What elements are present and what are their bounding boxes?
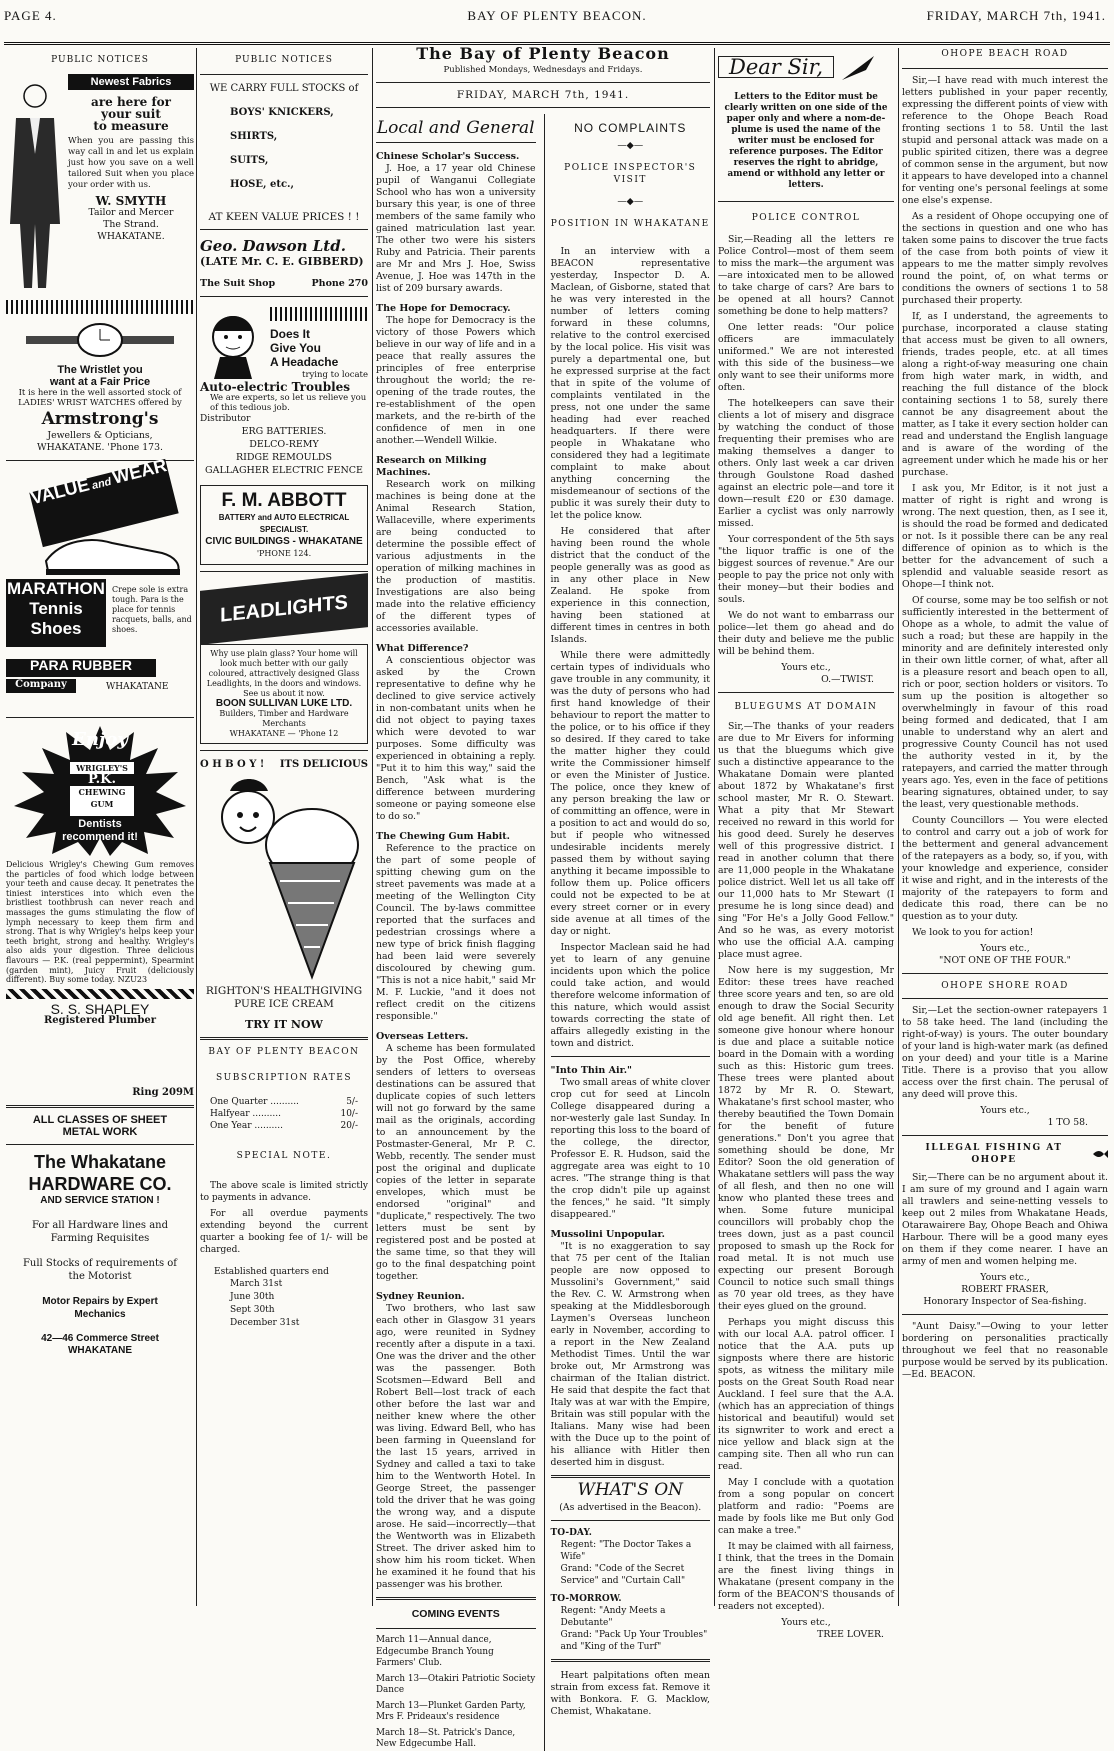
letter-signature: O.—TWIST. (821, 674, 874, 685)
marathon-town: WHAKATANE (106, 682, 169, 692)
news-heading: Research on Milking Machines. (376, 455, 487, 478)
auto-head: A Headache (270, 355, 339, 369)
news-body: A scheme has been formulated by the Post Office, whereby senders of letters to overseas destinations can be assured that duplicate copies of such letters will not go forward by the same mail as the originals, according to an announcement by the Postmaster-General, Mr P. C. Webb, recently. The sender must post the original and duplicate copies of the letter in separate envelopes, which must be endorsed "original" and "duplicate," respectively. The two letters must be sent by registered post and be posted at the same time, so that they will go to the final despatching point together. (376, 1043, 536, 1282)
auto-item: ERG BATTERIES. (241, 426, 327, 437)
divider (902, 1135, 1108, 1136)
quarter-end: Sept 30th (230, 1305, 275, 1315)
editorial-date: FRIDAY, MARCH 7th, 1941. (456, 89, 630, 101)
smyth-role: Tailor and Mercer (88, 207, 174, 218)
letter-yours: Yours etc., (781, 662, 831, 673)
quarter-end: December 31st (230, 1318, 300, 1328)
news-body: Two brothers, who last saw each other in Glasgow 31 years ago, were reunited in Sydney recently after a dispute in a taxi. One was the driver and the other was the passenger. Both Scotsmen—Edward Bell and Robert Bell—lost track of each other before the last war and neither knew where the other was living. Edward Bell, who has been farming in Queensland for the last 15 years, arrived in Sydney and called a taxi to take him to the Wentworth Hotel. In George Street, the passenger told the driver that he was going the wrong way, and a dispute arose. He said—incorrectly—that the Wentworth was in Elizabeth Street. The driver asked him to show him his room ticket. When he examined it he found that his passenger was his brother. (376, 1303, 536, 1590)
column-rule (714, 48, 715, 1606)
coming-events-title: COMING EVENTS (411, 1608, 500, 1620)
rate-label: One Year .......... (210, 1121, 283, 1131)
divider (200, 296, 368, 297)
ice-name: RIGHTON'S HEALTHGIVING (205, 985, 363, 997)
divider (376, 82, 710, 83)
marathon-wear: WEAR (110, 455, 169, 488)
armstrong-name: Armstrong's (41, 409, 159, 429)
decorative-border (6, 989, 194, 999)
column-letters (718, 48, 894, 1640)
quarter-end: March 31st (230, 1279, 283, 1289)
rate-label: One Quarter .......... (210, 1097, 299, 1107)
rate-label: Halfyear .......... (210, 1109, 281, 1119)
ad-hardware (6, 1114, 194, 1357)
hardware-name: The Whakatane (33, 1151, 167, 1172)
news-heading: The Chewing Gum Habit. (376, 831, 510, 842)
abbott-name: F. M. ABBOTT (221, 490, 347, 511)
auto-item: DELCO-REMY (249, 439, 319, 450)
divider (6, 1105, 194, 1108)
news-body: "It is no exaggeration to say that 75 per cent of the Italian people are now opposed to Mussolini's Government," said the Rev. C. W. Armstrong when speaking at the Middlesborough Laymen's Overseas luncheon early in November, according to a report in the New Zealand Methodist Times. Until the war broke out, Mr Armstrong was chairman of the Italian district. He said that despite the fact that Italy was at war with the Empire, Britain was still popular with the Italians. Many wise had been with the Duce up to the point of his alliance with Hitler then deserted him in disgust. (550, 1241, 710, 1468)
ad-leadlights (200, 582, 368, 744)
dawson-late: (LATE Mr. C. E. GIBBERD) (200, 255, 364, 268)
column-public-notices-2 (200, 48, 368, 1606)
dawson-shop: The Suit Shop (200, 278, 276, 289)
section-heading: PUBLIC NOTICES (235, 55, 333, 65)
divider (551, 1475, 711, 1478)
dawson-name: Geo. Dawson Ltd. (200, 237, 346, 255)
hardware-town: WHAKATANE (67, 1344, 133, 1356)
news-heading: "Into Thin Air." (550, 1065, 633, 1076)
shapley-ring: Ring 209M (132, 1086, 194, 1098)
event-item: March 13—Otakiri Patriotic Society Dance (376, 1673, 536, 1695)
news-heading: The Hope for Democracy. (376, 303, 511, 314)
whats-on-item: Grand: "Code of the Secret Service" and "Curtain Call" (560, 1564, 686, 1586)
ad-smyth (6, 74, 194, 294)
shapley-name: S. S. SHAPLEY (50, 1000, 150, 1017)
wrigley-brand: WRIGLEY'S (76, 763, 128, 773)
smyth-tagline: your suit (101, 107, 161, 121)
leadlights-body: Why use plain glass? Your home will look much better with our gaily coloured, attractively designed Glass Leadlights, in the doors and windows. See us about it now. (206, 649, 362, 698)
page-header (0, 0, 1114, 40)
divider (902, 998, 1108, 999)
header-date: FRIDAY, MARCH 7th, 1941. (926, 8, 1106, 23)
event-item: March 18—St. Patrick's Dance, New Edgecumbe Hall. (376, 1727, 516, 1749)
letter-heading: ILLEGAL FISHING AT OHOPE (925, 1143, 1063, 1165)
wrigley-body-text: Delicious Wrigley's Chewing Gum removes the particles of food which lodge between your teeth and cause decay. It penetrates the tiniest interstices into which even the bristliest toothbrush can never reach and massages the gums stimulating the flow of lymph necessary to keep them firm and strong. That is why Wrigley's helps keep your teeth bright, strong and healthy. Wrigley's also aids your digestion. Three delicious flavours — P.K. (real peppermint), Spearmint (garden mint), Juicy Fruit (deliciously different). Buy some today. (6, 860, 194, 985)
article-para: In an interview with a BEACON representative yesterday, Inspector D. A. Maclean, of Gisborne, stated that he was very interested in the number of letters coming forward in these columns, relative to the control exercised by the local police. His visit was purely a departmental one, but he expressed surprise at the fact that in spite of the volume of complaints ventilated in the press, not one under the same heading had ever reached headquarters. If there were people in Whakatane who considered they had a legitimate complaint to make about anything concerning the misdemeanour of sections of the public it was surely their duty to let the police know. (550, 246, 710, 521)
letter-para: County Councillors — You were elected to control and carry out a job of work for the betterment and general advancement of the ratepayers as a body, so, if you, with your knowledge and experience, consider it wise and right, and in the interests of the majority of the ratepayers to form and dedicate this road, there can be no question as to your duty. (902, 815, 1108, 922)
news-body: J. Hoe, a 17 year old Chinese pupil of Wanganui Collegiate School who has won a university bursary this year, is one of three members of the same family who gained matriculation last year. The other two were his sisters Ruby and Patricia. Their parents are Mr and Mrs J. Hoe, Swiss Avenue, J. Hoe was 147th in the list of 209 bursary awards. (376, 163, 536, 294)
clothing-foot: AT KEEN VALUE PRICES ! ! (208, 211, 360, 223)
marathon-line: Shoes (30, 619, 82, 638)
smyth-name: W. SMYTH (95, 194, 167, 208)
dawson-phone: Phone 270 (311, 278, 368, 289)
sub-note-text: For all overdue payments extending beyond the current quarter a booking fee of 1/- will be charged. (200, 1209, 368, 1255)
divider (200, 571, 368, 572)
whats-on-item: Regent: "The Doctor Takes a Wife" (560, 1540, 692, 1562)
sub-note: SPECIAL NOTE. (236, 1151, 332, 1161)
ad-marathon (6, 455, 194, 711)
marathon-brand: MARATHON (7, 579, 105, 598)
no-complaints (544, 114, 711, 1751)
ad-wrigley (6, 724, 194, 985)
news-heading: What Difference? (376, 643, 469, 654)
smyth-banner: Newest Fabrics (68, 74, 194, 90)
leadlights-name: BOON SULLIVAN LUKE LTD. (215, 698, 353, 709)
smyth-street: The Strand. (103, 219, 159, 230)
marathon-company2: Company (6, 679, 76, 693)
hardware-line: Motor Repairs by Expert Mechanics (42, 1295, 158, 1320)
divider (200, 229, 368, 230)
news-heading: Sydney Reunion. (376, 1291, 465, 1302)
ad-clothing (200, 74, 368, 223)
tennis-shoe-icon (42, 531, 182, 577)
letter-para: I ask you, Mr Editor, is it not just a matter of right is right and wrong is wrong. The next question, then, as I see it, is should the road be formed and dedicated or not. Is it possible there can be any real difference of opinion as to which is the better for the advancement of such a splendid and valuable seaside resort as Ohope—I think not. (902, 483, 1108, 590)
ice-name: PURE ICE CREAM (234, 998, 334, 1010)
sub-established: Established quarters end (214, 1267, 329, 1277)
letter-para: Sir,—There can be no argument about it. I am sure of my ground and I again warn all trawlers and seine-netting vessels to keep out 2 miles from Whakatane Heads, Otarawairere Bay, Ohope Beach and Ohiwa Harbour. There will be a good many eyes on them if they come nearer. I have an army of men and women helping me. (902, 1172, 1108, 1267)
wrigley-body (6, 860, 194, 985)
wrigley-rec: recommend it! (62, 831, 138, 843)
letter-para: We do not want to embarrass our police—let them go ahead and do their duty and believe me the public will be behind them. (718, 610, 894, 657)
abbott-address: CIVIC BUILDINGS - WHAKATANE (205, 536, 363, 547)
decorative-border (270, 307, 368, 321)
divider (200, 1037, 368, 1040)
letter-yours: Yours etc., (781, 1617, 831, 1628)
divider (902, 973, 1108, 974)
news-body: Research work on milking machines is being done at the Animal Research Station, Wallaceville, where experiments are being conducted to determine the possible effect of various adjustments in the operation of milking machines in the production of mastitis. Investigations are also being made into the relative efficiency of the different types of accessories available. (376, 479, 536, 634)
ice-cream-cone-illustration (200, 771, 368, 981)
news-body: The hope for Democracy is the victory of those Powers which believe in our way of life and in a peace that really assures the principles of free enterprise throughout the world; the re-opening of the trade routes, the re-establishment of the open markets, and the re-birth of the confidence of men in one another.—Wendell Wilkie. (376, 315, 536, 446)
column-public-notices-1 (6, 48, 194, 1606)
ad-dawson (200, 237, 368, 290)
letter-heading: OHOPE SHORE ROAD (941, 981, 1069, 991)
whats-on-title: WHAT'S ON (577, 1480, 684, 1500)
wrigley-code: NZU23 (117, 975, 148, 985)
heart-notice: Heart palpitations often mean strain from excess fat. Remove it with Bonkora. F. G. Macklow, Chemist, Whakatane. (550, 1670, 710, 1717)
news-body: A conscientious objector was asked by the Crown representative to define why he declined to give service actively in non-combatant units when he did not object to paying taxes which were devoted to war purposes. Some difficulty was experienced in obtaining a reply. "Put it to him this way," said the Bench, "Ask what is the difference between murdering someone or paying someone else to do so." (376, 655, 536, 822)
divider (718, 201, 894, 202)
divider (376, 107, 710, 108)
auto-dist: Distributor (200, 414, 251, 424)
clothing-item: SUITS, (230, 155, 269, 166)
abbott-box (200, 485, 368, 565)
dear-sir-text: Dear Sir, (718, 56, 834, 78)
running-title: BAY OF PLENTY BEACON. (467, 8, 647, 23)
sub-rates: SUBSCRIPTION RATES (216, 1073, 352, 1083)
wrigley-gum: CHEWING GUM (78, 787, 126, 809)
letters-notice: Letters to the Editor must be clearly written on one side of the paper only and where a nom-de-plume is used the name of the writer must be enclosed for reference purposes. The Editor reserves the right to abridge, amend or withhold any letter or letters. (724, 92, 888, 190)
letter-para: Now here is my suggestion, Mr Editor: these trees have reached three score years and ten, so are old enough to draw the Social Security old age benefit. All right then. Let someone give honour where honour is due and place a suitable notice board in the Domain with a wording such as this: Historic gum trees. These trees were planted about 1872 by Mr R. O. Stewart, Whakatane's first school master, who thereby beautified the Town Domain for the benefit of future generations." Don't you agree that something should be done, Mr Editor? Soon the old generation of Whakatane settlers will pass the way of all flesh, and then no one will know who planted these trees and when. Some future municipal councillors will probably chop the trees down, just as a past council proposed to smash up the Rock for road metal. It is not much use expecting our present Borough Council to notice such small things as 70 year old trees, as they have their eyes glued on the ground. (718, 965, 894, 1312)
column-rule (898, 48, 899, 1606)
letter-heading: BLUEGUMS AT DOMAIN (734, 702, 878, 712)
armstrong-head: The Wristlet you (57, 364, 143, 376)
letter-para: Sir,—Let the section-owner ratepayers 1 to 58 take heed. The land (including the right-of-way) is yours. The outer boundary of your land is high-water mark (as defined on your deed) and your title is a Marine Title. There is a proviso that you allow access over the first chain. The perusal of any deed will prove this. (902, 1005, 1108, 1100)
clothing-head: WE CARRY FULL STOCKS of (209, 83, 359, 94)
auto-trying: trying to locate (302, 370, 368, 380)
divider (718, 692, 894, 693)
masthead: The Bay of Plenty Beacon (416, 44, 670, 63)
news-heading: Mussolini Unpopular. (550, 1229, 665, 1240)
abbott-spec: BATTERY and AUTO ELECTRICAL (218, 513, 350, 522)
letter-para: May I conclude with a quotation from a song popular on concert platform and radio: "Poems are made by fools like me But only God can make a tree." (718, 1477, 894, 1536)
auto-item: RIDGE REMOULDS (235, 452, 333, 463)
ice-oh-boy: O H B O Y ! (200, 759, 265, 770)
ornament: —◆— (617, 196, 644, 207)
dear-sir-logo (718, 52, 894, 82)
marathon-copy: Crepe sole is extra tough. Para is the place for tennis racquets, balls, and shoes. (112, 585, 192, 634)
subscription-box (200, 1046, 368, 1330)
article-para: Inspector Maclean said he had yet to learn of any genuine incidents upon which the police could take action, and would therefore welcome information of this nature, which would assist towards correcting the state of affairs allegedly existing in the town and district. (550, 942, 710, 1049)
editor-note: "Aunt Daisy."—Owing to your letter bordering on personalities practically throughout we feel that no reasonable purpose would be served by its publication.—Ed. BEACON. (902, 1321, 1108, 1380)
marathon-value: VALUE (28, 474, 92, 509)
letter-signature: TREE LOVER. (817, 1629, 884, 1640)
article-subhead: POLICE INSPECTOR'S VISIT (564, 163, 697, 185)
ice-try: TRY IT NOW (245, 1018, 323, 1031)
sub-paper: BAY OF PLENTY BEACON (208, 1047, 360, 1057)
smyth-tagline: are here for (91, 95, 171, 109)
ice-delicious: ITS DELICIOUS (279, 759, 368, 770)
clothing-item: SHIRTS, (230, 131, 278, 142)
column-rule (196, 48, 197, 1606)
ad-armstrong (6, 320, 194, 454)
letter-para: Perhaps you might discuss this with our local A.A. patrol officer. I notice that the A.A. puts up signposts where there are historic spots, as witness the military mile posts on the Great South Road near Auckland. I feel sure that the A.A. (which has an appreciation of things historical and beautiful) would set its signwriter to work and erect a nice yellow and black sign at the camping site. Then all who run can read. (718, 1317, 894, 1472)
wrigley-pk: P.K. (70, 774, 134, 786)
article-headline: NO COMPLAINTS (574, 121, 687, 135)
divider (200, 750, 368, 751)
wrigley-rec: Dentists (78, 818, 122, 830)
marathon-company: PARA RUBBER (6, 659, 156, 677)
local-general-title: Local and General (376, 118, 535, 138)
marathon-line: Tennis (29, 599, 83, 618)
hardware-line: For all Hardware lines and Farming Requisites (31, 1219, 169, 1244)
news-heading: Overseas Letters. (376, 1031, 469, 1042)
divider (6, 1144, 194, 1145)
hardware-service: AND SERVICE STATION ! (40, 1194, 160, 1206)
letter-heading: POLICE CONTROL (751, 213, 861, 223)
wristwatch-icon (6, 320, 194, 360)
letter-yours: Yours etc., (980, 1105, 1030, 1116)
leadlights-sub: Builders, Timber and Hardware Merchants (219, 709, 349, 728)
letter-signature: 1 TO 58. (1047, 1117, 1088, 1128)
article-para: He considered that after having been round the whole district that the conduct of the people generally was as good as in any other place in New Zealand. He spoke from experience in this connection, having been stationed at different times in centres in both Islands. (550, 526, 710, 645)
armstrong-town: WHAKATANE. 'Phone 173. (37, 442, 163, 453)
letter-para: As a resident of Ohope occupying one of the sections in question and one who has taken some pains to discover the true facts of the case from both points of view it appears to me the matter simply revolves round the point, of, on what terms or conditions the owners of sections 1 to 58 purchased their property. (902, 211, 1108, 306)
smyth-town: WHAKATANE. (97, 231, 165, 242)
letter-yours: Yours etc., (980, 1272, 1030, 1283)
news-body: Two small areas of white clover crop cut for seed at Lincoln College disappeared during a nor-westerly gale last Sunday. In reporting this loss to the board of the college, the director, Professor E. R. Hudson, said the aggregate area was eight to 10 acres. "The strange thing is that the crop didn't pile up against the fences," he said. "It simply disappeared." (550, 1077, 710, 1220)
auto-item: GALLAGHER ELECTRIC FENCE (205, 465, 363, 476)
clothing-item: HOSE, etc., (230, 179, 294, 190)
news-body: Reference to the practice on the part of some people of spitting chewing gum on the street pavements was made at a meeting of the Wellington City Council. The by-laws committee reported that the surfaces and pedestrian crossings where a new type of brick finish flagging had been laid were severely discoloured by chewing gum. "This is not a nice habit," said Mr M. F. Luckie, "and it does not reflect credit on the citizens responsible." (376, 843, 536, 1022)
whats-on-item: Grand: "Pack Up Your Troubles" and "King of the Turf" (560, 1630, 708, 1652)
smyth-body: When you are passing this way call in and let us explain just how you save on a well tailored Suit when you place your order with us. (68, 136, 194, 190)
ornament: —◆— (617, 140, 644, 151)
wrigley-enjoy: Enjoy (72, 729, 128, 750)
letter-para: Sir,—I have read with much interest the letters published in your paper recently, expressing the different points of view with reference to the Ohope Beach Road fronting sections 1 to 58. Until the last stupid and personal attack was made on a public spirited citizen, there was a degree of common sense in the argument, but now it appears to have developed into a channel for venting one's personal feelings at some one else's expense. (902, 75, 1108, 206)
quill-pen-icon (838, 52, 878, 82)
ad-shapley (6, 1000, 194, 1099)
letter-signature-title: Honorary Inspector of Sea-fishing. (923, 1296, 1087, 1307)
decorative-border (6, 300, 194, 314)
hardware-address: 42—46 Commerce Street (41, 1332, 159, 1344)
marathon-and: and (90, 475, 113, 493)
ad-auto-electric (200, 307, 368, 565)
letter-para: The hotelkeepers can save their clients a lot of misery and disgrace by watching the conduct of those frequenting their premises who are making themselves a danger to others. Only last week a car driven through Goulstone Road dashed against an electric pole—and tore it down—result £20 or £30 damage. Earlier a cyclist was only narrowly missed. (718, 398, 894, 529)
letter-para: Sir,—The thanks of your readers are due to Mr Eivers for informing us that the bluegums which give such a distinctive appearance to the Whakatane Domain were planted about 1872 by Whakatane's first school master, Mr R. O. Stewart. What a pity that Mr Stewart received no reward in this world for his good deed. Surely he deserves well of this progressive district. I read in another column that there are 11,000 people in the Whakatane police district. Well let us all take off our 11,000 hats to Mr Stewart (I presume he is long since dead) and sing "For He's a Jolly Good Fellow." And so he was, as every motorist who use the official A.A. camping place must agree. (718, 721, 894, 960)
clothing-item: BOYS' KNICKERS, (230, 107, 334, 118)
article-para: While there were admittedly certain types of individuals who gave trouble in any community, it was the duty of persons who had first hand knowledge of their behaviour to report the matter to the police, or to his office if they so desired. If they cared to take the matter higher they could write the Commissioner himself or even the Minister of Justice. The police, once they knew of any person breaking the law or of committing an offence, were in a position to act and would do so, but if people who witnessed undesirable incidents merely passed them by without saying anything it became impossible to follow them up. Police officers could not be expected to be at every street corner or in every side avenue at all times of the day or night. (550, 650, 710, 937)
event-item: March 11—Annual dance, Edgecumbe Branch Young Farmers' Club. (376, 1635, 494, 1668)
auto-brand: Auto-electric Troubles (200, 380, 351, 394)
ad-ice-cream (200, 759, 368, 1031)
letter-para: It may be claimed with all fairness, I think, that the trees in the Domain are the finest living things in Whakatane (present company in the form of the BEACON'S thousands of readers not excepted). (718, 1541, 894, 1612)
divider (551, 1520, 711, 1521)
article-subhead: POSITION IN WHAKATANE (550, 219, 710, 229)
divider (551, 1659, 711, 1662)
whats-on-day: TO-MORROW. (550, 1594, 622, 1604)
letter-yours: Yours etc., (980, 943, 1030, 954)
letter-signature: "NOT ONE OF THE FOUR." (939, 955, 1071, 966)
rate-value: 10/- (340, 1109, 358, 1119)
column-letters-2 (902, 48, 1108, 1606)
page-number: PAGE 4. (4, 8, 57, 23)
hardware-head: ALL CLASSES OF SHEET (32, 1113, 168, 1126)
column-rule (372, 48, 373, 1606)
event-item: March 13—Plunket Garden Party, Mrs F. Prideaux's residence (376, 1700, 526, 1722)
divider (376, 1597, 536, 1600)
armstrong-head: want at a Fair Price (49, 376, 151, 388)
letter-para: We look to you for action! (912, 927, 1034, 938)
sub-note-text: The above scale is limited strictly to payments in advance. (200, 1181, 368, 1203)
column-editorial (376, 44, 710, 1749)
suited-man-illustration (6, 74, 64, 294)
letter-para: Your correspondent of the 5th says "the liquor traffic is one of the biggest sources of revenue." Are our people to pay the price not only with their money—but their bodies and souls. (718, 534, 894, 605)
letter-para: Sir,—Reading all the letters re Police Control—most of them seem to miss the mark—the argument was—are intoxicated men to be allowed to take charge of cars? Are bars to be opened at all hours? Cannot something be done to help matters? (718, 234, 894, 317)
divider (376, 1628, 536, 1629)
divider (902, 1314, 1108, 1315)
publication-schedule: Published Mondays, Wednesdays and Fridays. (443, 65, 643, 75)
divider (6, 717, 194, 718)
whats-on-item: Regent: "Andy Meets a Debutante" (560, 1606, 666, 1628)
leadlights-town: WHAKATANE — 'Phone 12 (229, 729, 339, 738)
armstrong-sub: Jewellers & Opticians, (47, 430, 153, 441)
auto-expert: We are experts, so let us relieve you of this tedious job. (210, 393, 367, 413)
auto-head: Give You (270, 341, 321, 355)
divider (902, 68, 1108, 69)
hardware-head: METAL WORK (62, 1125, 138, 1138)
hardware-name: HARDWARE CO. (28, 1173, 172, 1194)
letter-para: Of course, some may be too selfish or not sufficiently interested in the betterment of Ohope as a whole, to admit the value of such a road; but these are happily in the minority and are definitely interested only in their own little corner, of what, after all is a pleasure resort and beach open to all, rich or poor, section holders or visitors. To sum up the position is altogether so overwhelmingly in favour of this road being formed and dedicated, that I am unable to understand why an alert and progressive County Council has not used the authority vested in it, by the ratepayers, and carried the matter through years ago. Yes, even in the face of petitions bearing signatures, obtained under, to say the least, very questionable methods. (902, 595, 1108, 810)
hardware-line: Full Stocks of requirements of the Motorist (22, 1257, 178, 1282)
letter-heading: OHOPE BEACH ROAD (941, 49, 1069, 59)
abbott-spec: SPECIALIST. (259, 525, 309, 534)
auto-head: Does It (270, 327, 311, 341)
shapley-role: Registered Plumber (44, 1014, 156, 1026)
abbott-phone: 'PHONE 124. (256, 549, 312, 558)
rate-value: 5/- (346, 1097, 358, 1107)
girl-headache-illustration (200, 307, 266, 379)
whats-on-day: TO-DAY. (550, 1528, 592, 1538)
rate-value: 20/- (340, 1121, 358, 1131)
fish-icon (1092, 1148, 1108, 1160)
local-and-general (376, 114, 536, 1751)
armstrong-body: It is here in the well assorted stock of LADIES' WRIST WATCHES offered by (18, 388, 182, 408)
leadlights-title: LEADLIGHTS (200, 573, 368, 645)
divider (551, 1056, 711, 1057)
news-heading: Chinese Scholar's Success. (376, 151, 520, 162)
divider (376, 142, 536, 143)
letter-para: One letter reads: "Our police officers are immaculately uniformed." We are not interested with this side of the business—we only want to see their uniforms more often. (718, 322, 894, 393)
section-heading: PUBLIC NOTICES (51, 55, 149, 65)
letter-para: If, as I understand, the agreements to purchase, incorporated a clause stating that access must be given to all owners, friends, trades people, etc. at all times along a right-of-way measuring one chain from high water mark, in width, and reaching the full distance of the block containing sections 1 to 58, surely there cannot be any disagreement about the matter, as I take it every section holder can read and understand the English language and is aware of the wording of the agreement under which he made his or her purchase. (902, 311, 1108, 478)
smyth-tagline: to measure (93, 119, 169, 133)
leadlights-box (200, 644, 368, 744)
whats-on-sub: (As advertised in the Beacon). (559, 1502, 702, 1513)
letter-signature: ROBERT FRASER, (961, 1284, 1049, 1295)
quarter-end: June 30th (230, 1292, 275, 1302)
